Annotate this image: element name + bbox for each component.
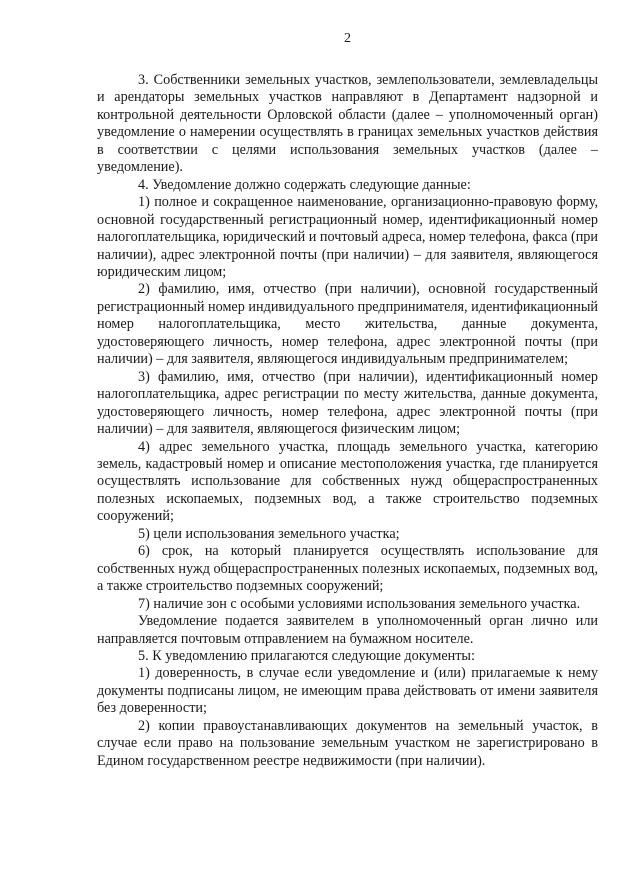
list-item-4-3: 3) фамилию, имя, отчество (при наличии), идентификационный номер налогоплательщика, адрес регистрации по месту жительства, данные документа, удостоверяющего личность, номер телефона, адрес электронной почты (при наличии) – для заявителя, являющегося физическим лицом;	[97, 368, 598, 438]
paragraph-submission: Уведомление подается заявителем в уполномоченный орган лично или направляется почтовым отправлением на бумажном носителе.	[97, 613, 598, 647]
paragraph-item-3: 3. Собственники земельных участков, землепользователи, землевладельцы и арендаторы земельных участков направляют в Департамент надзорной и контрольной деятельности Орловской области (далее – уполномоченный орган) уведомление о намерении осуществлять в границах земельных участков действия в соответствии с целями использования земельных участков (далее – уведомление).	[97, 72, 598, 176]
list-item-4-7: 7) наличие зон с особыми условиями использования земельного участка.	[138, 595, 581, 612]
list-item-4-5: 5) цели использования земельного участка;	[138, 525, 400, 542]
page-number: 2	[344, 31, 351, 46]
list-item-4-2: 2) фамилию, имя, отчество (при наличии), основной государственный регистрационный номер индивидуального предпринимателя, идентификационный номер налогоплательщика, место жительства, данные документа, удостоверяющего личность, номер телефона, адрес электронной почты (при наличии) – для заявителя, являющегося индивидуальным предпринимателем;	[97, 281, 598, 368]
list-item-4-4: 4) адрес земельного участка, площадь земельного участка, категорию земель, кадастровый номер и описание местоположения участка, где планируется осуществлять использование для собственных нужд общераспространенных полезных ископаемых, подземных вод, а также строительство подземных сооружений;	[97, 438, 598, 525]
list-item-5-2: 2) копии правоустанавливающих документов на земельный участок, в случае если право на пользование земельным участком не зарегистрировано в Едином государственном реестре недвижимости (при наличии).	[97, 717, 598, 769]
list-item-4-1: 1) полное и сокращенное наименование, организационно-правовую форму, основной государственный регистрационный номер, идентификационный номер налогоплательщика, юридический и почтовый адреса, номер телефона, факса (при наличии), адрес электронной почты (при наличии) – для заявителя, являющегося юридическим лицом;	[97, 194, 598, 280]
paragraph-item-5: 5. К уведомлению прилагаются следующие документы:	[138, 647, 475, 664]
document-body	[97, 72, 598, 770]
list-item-5-1: 1) доверенность, в случае если уведомление и (или) прилагаемые к нему документы подписаны лицом, не имеющим права действовать от имени заявителя без доверенности;	[97, 665, 598, 717]
list-item-4-6: 6) срок, на который планируется осуществлять использование для собственных нужд общераспространенных полезных ископаемых, подземных вод, а также строительство подземных сооружений;	[97, 543, 598, 595]
paragraph-item-4: 4. Уведомление должно содержать следующие данные:	[138, 176, 471, 193]
